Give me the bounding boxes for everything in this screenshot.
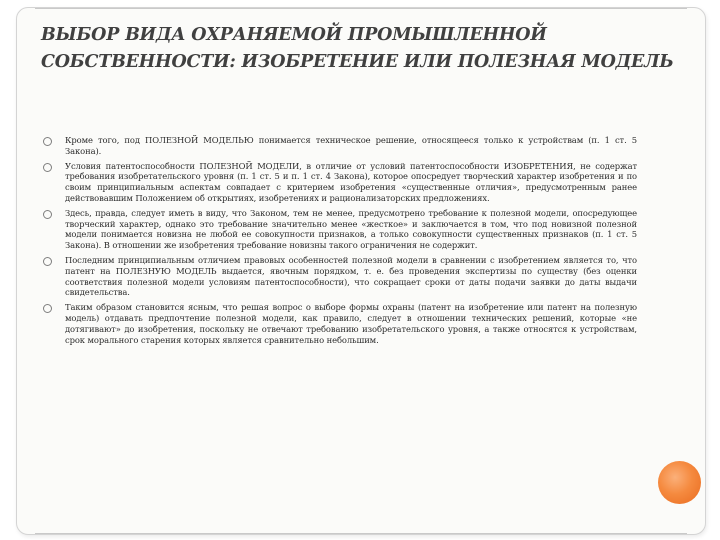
bullet-item — [43, 208, 637, 251]
bullet-text: Таким образом становится ясным, что решая вопрос о выборе формы охраны (патент на изобретение или патент на полезную модель) отдавать предпочтение полезной модели, как правило, следует в отношении технических решений, которые «не дотягивают» до изобретения, поскольку не отвечают требованию изобретательского уровня, а также относятся к устройствам, срок морального старения которых является сравнительно небольшим. — [65, 302, 637, 345]
bullet-text: Кроме того, под ПОЛЕЗНОЙ МОДЕЛЬЮ понимается техническое решение, относящееся только к устройствам (п. 1 ст. 5 Закона). — [65, 135, 637, 156]
bullet-circle-icon — [43, 137, 52, 146]
bullet-text: Условия патентоспособности ПОЛЕЗНОЙ МОДЕЛИ, в отличие от условий патентоспособности ИЗОБРЕТЕНИЯ, не содержат требования изобретательского уровня (п. 1 ст. 5 и п. 1 ст. 4 Закона), которое опосредует творческий характер изобретения и по своим принципиальным аспектам совпадает с критерием изобретения «существенные отличия», предусмотренным ранее действовавшим Положением об открытиях, изобретениях и рационализаторских предложениях. — [65, 160, 637, 203]
bullet-text: Здесь, правда, следует иметь в виду, что Законом, тем не менее, предусмотрено требование к полезной модели, опосредующее творческий характер, однако это требование значительно менее «жесткое» и заключается в том, что под новизной полезной модели понимается новизна не любой ее совокупности признаков, а только совокупности существенных признаков (п. 1 ст. 5 Закона). В отношении же изобретения требование новизны такого ограничения не содержит. — [65, 207, 637, 251]
bullet-circle-icon — [43, 210, 52, 219]
bottom-divider — [35, 533, 687, 534]
bullet-item — [43, 161, 637, 204]
bullet-item — [43, 302, 637, 345]
slide-frame — [16, 7, 706, 535]
bullet-circle-icon — [43, 257, 52, 266]
bullet-item — [43, 255, 637, 298]
top-divider — [35, 8, 687, 9]
bullet-circle-icon — [43, 304, 52, 313]
bullet-item — [43, 135, 637, 157]
orange-circle-decoration-icon — [658, 461, 701, 504]
slide-title: ВЫБОР ВИДА ОХРАНЯЕМОЙ ПРОМЫШЛЕННОЙ СОБСТВЕННОСТИ: ИЗОБРЕТЕНИЕ ИЛИ ПОЛЕЗНАЯ МОДЕЛЬ — [41, 25, 674, 72]
bullet-circle-icon — [43, 163, 52, 172]
bullet-text: Последним принципиальным отличием правовых особенностей полезной модели в сравнении с изобретением является то, что патент на ПОЛЕЗНУЮ МОДЕЛЬ выдается, явочным порядком, т. е. без проведения экспертизы по существу (без оценки соответствия полезной модели условиям патентоспособности), что сокращает сроки от даты подачи заявки до даты выдачи свидетельства. — [65, 254, 637, 298]
bullet-list — [43, 135, 637, 349]
